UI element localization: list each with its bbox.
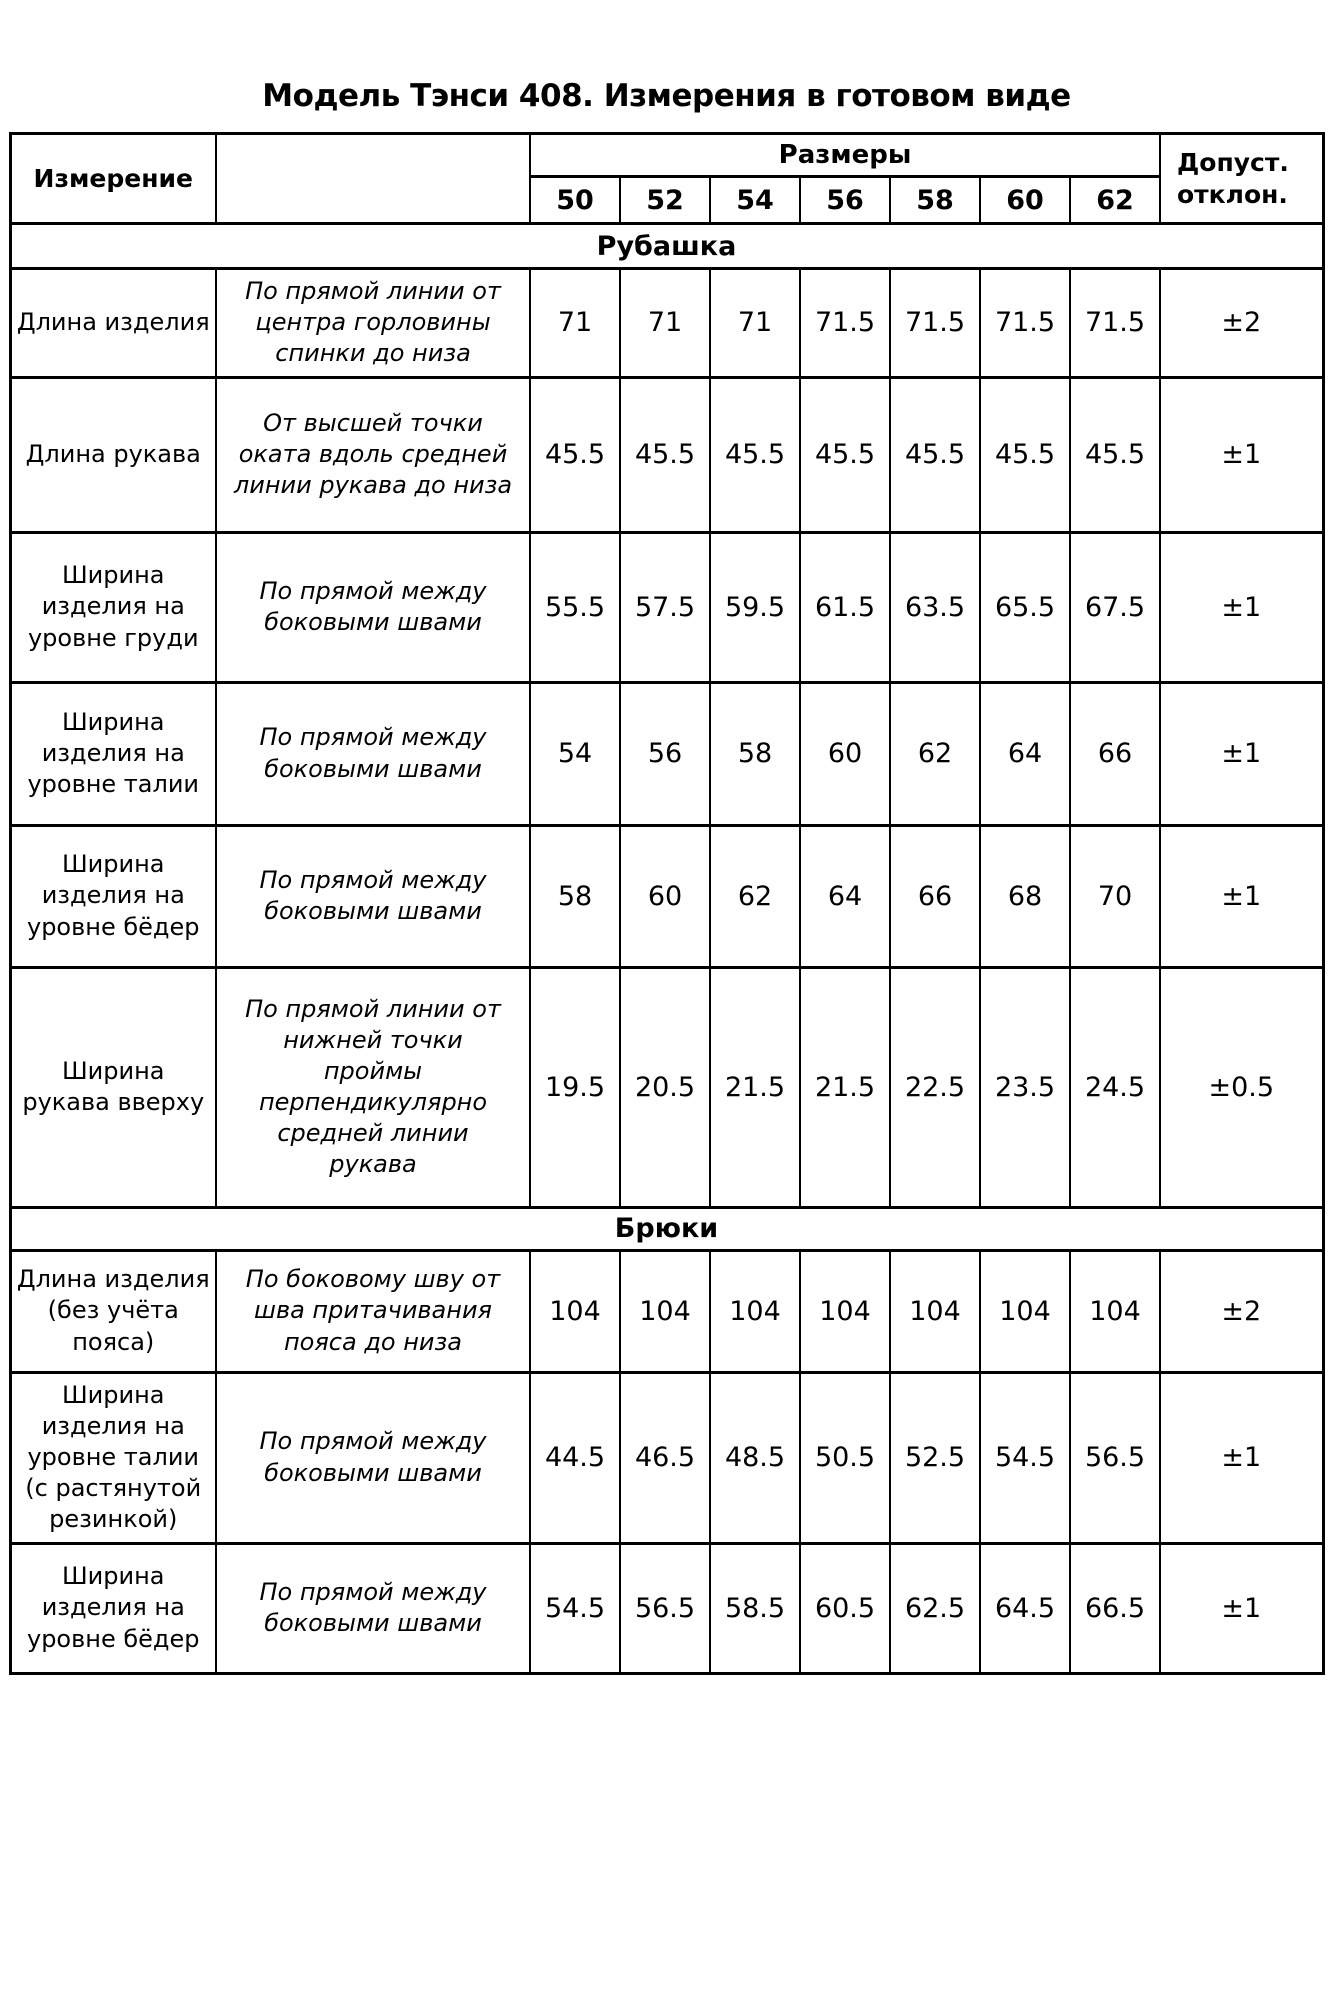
- size-value: 56: [620, 682, 710, 825]
- size-value: 24.5: [1070, 967, 1160, 1207]
- tolerance-value: ±0.5: [1160, 967, 1323, 1207]
- measurement-name: Длина изделия (без учёта пояса): [10, 1250, 216, 1372]
- size-value: 64: [800, 825, 890, 967]
- size-value: 67.5: [1070, 532, 1160, 682]
- measurement-name: Ширина изделия на уровне бёдер: [10, 1543, 216, 1673]
- size-value: 45.5: [800, 377, 890, 532]
- size-value: 54.5: [980, 1372, 1070, 1543]
- measurement-method: От высшей точки оката вдоль средней линии рукава до низа: [216, 377, 530, 532]
- size-value: 71.5: [980, 269, 1070, 378]
- size-column-header: 60: [980, 177, 1070, 224]
- size-value: 61.5: [800, 532, 890, 682]
- size-value: 104: [530, 1250, 620, 1372]
- sizes-group-header: Размеры: [530, 134, 1160, 177]
- size-value: 56.5: [620, 1543, 710, 1673]
- size-value: 104: [1070, 1250, 1160, 1372]
- size-value: 71.5: [800, 269, 890, 378]
- size-value: 64: [980, 682, 1070, 825]
- size-value: 23.5: [980, 967, 1070, 1207]
- size-value: 58.5: [710, 1543, 800, 1673]
- table-body: [10, 224, 1323, 1674]
- size-value: 104: [980, 1250, 1070, 1372]
- page-title: Модель Тэнси 408. Измерения в готовом виде: [262, 78, 1071, 114]
- size-value: 63.5: [890, 532, 980, 682]
- measurement-name: Ширина изделия на уровне талии (с растянутой резинкой): [10, 1372, 216, 1543]
- measurement-name: Ширина изделия на уровне бёдер: [10, 825, 216, 967]
- size-column-header: 52: [620, 177, 710, 224]
- table-row: [10, 377, 1323, 532]
- size-value: 70: [1070, 825, 1160, 967]
- size-value: 19.5: [530, 967, 620, 1207]
- size-value: 68: [980, 825, 1070, 967]
- size-value: 66: [890, 825, 980, 967]
- measurement-method: По прямой между боковыми швами: [216, 1543, 530, 1673]
- table-row: [10, 967, 1323, 1207]
- size-value: 46.5: [620, 1372, 710, 1543]
- size-value: 20.5: [620, 967, 710, 1207]
- tolerance-value: ±2: [1160, 269, 1323, 378]
- size-value: 45.5: [980, 377, 1070, 532]
- size-value: 48.5: [710, 1372, 800, 1543]
- size-value: 104: [890, 1250, 980, 1372]
- size-value: 60: [800, 682, 890, 825]
- size-value: 104: [620, 1250, 710, 1372]
- size-value: 62.5: [890, 1543, 980, 1673]
- measurement-method: По прямой между боковыми швами: [216, 1372, 530, 1543]
- table-row: [10, 1250, 1323, 1372]
- size-value: 66: [1070, 682, 1160, 825]
- size-value: 21.5: [710, 967, 800, 1207]
- tolerance-value: ±1: [1160, 1372, 1323, 1543]
- measurement-name: Ширина изделия на уровне груди: [10, 532, 216, 682]
- size-value: 62: [710, 825, 800, 967]
- tolerance-value: ±1: [1160, 825, 1323, 967]
- tolerance-value: ±1: [1160, 532, 1323, 682]
- section-header: Рубашка: [10, 224, 1323, 269]
- tolerance-value: ±1: [1160, 682, 1323, 825]
- size-value: 22.5: [890, 967, 980, 1207]
- table-header: [10, 134, 1323, 224]
- size-value: 50.5: [800, 1372, 890, 1543]
- size-value: 66.5: [1070, 1543, 1160, 1673]
- tolerance-value: ±2: [1160, 1250, 1323, 1372]
- size-value: 60: [620, 825, 710, 967]
- size-value: 71: [620, 269, 710, 378]
- size-value: 58: [530, 825, 620, 967]
- size-value: 71.5: [1070, 269, 1160, 378]
- size-value: 71: [530, 269, 620, 378]
- size-column-header: 54: [710, 177, 800, 224]
- size-value: 58: [710, 682, 800, 825]
- size-value: 45.5: [1070, 377, 1160, 532]
- size-value: 64.5: [980, 1543, 1070, 1673]
- measurement-method: По прямой между боковыми швами: [216, 532, 530, 682]
- table-row: [10, 532, 1323, 682]
- size-value: 54.5: [530, 1543, 620, 1673]
- size-value: 55.5: [530, 532, 620, 682]
- header-row-groups: [10, 134, 1323, 177]
- size-column-header: 58: [890, 177, 980, 224]
- size-column-header: 56: [800, 177, 890, 224]
- measurement-method: По боковому шву от шва притачивания пояса до низа: [216, 1250, 530, 1372]
- size-value: 104: [710, 1250, 800, 1372]
- size-value: 45.5: [890, 377, 980, 532]
- size-value: 104: [800, 1250, 890, 1372]
- measurement-column-header: Измерение: [10, 134, 216, 224]
- measurement-name: Длина рукава: [10, 377, 216, 532]
- measurement-method: По прямой между боковыми швами: [216, 825, 530, 967]
- size-value: 45.5: [620, 377, 710, 532]
- table-row: [10, 682, 1323, 825]
- size-value: 59.5: [710, 532, 800, 682]
- measurement-name: Длина изделия: [10, 269, 216, 378]
- measurement-method: По прямой между боковыми швами: [216, 682, 530, 825]
- section-row: [10, 224, 1323, 269]
- tolerance-value: ±1: [1160, 377, 1323, 532]
- size-value: 65.5: [980, 532, 1070, 682]
- tolerance-value: ±1: [1160, 1543, 1323, 1673]
- table-row: [10, 269, 1323, 378]
- section-row: [10, 1207, 1323, 1250]
- size-value: 52.5: [890, 1372, 980, 1543]
- measurements-table: [9, 132, 1325, 1675]
- size-value: 57.5: [620, 532, 710, 682]
- table-row: [10, 825, 1323, 967]
- measurement-method: По прямой линии от центра горловины спинки до низа: [216, 269, 530, 378]
- method-column-header: [216, 134, 530, 224]
- size-value: 45.5: [530, 377, 620, 532]
- tolerance-column-header: Допуст. отклон.: [1160, 134, 1323, 224]
- size-value: 54: [530, 682, 620, 825]
- measurement-name: Ширина изделия на уровне талии: [10, 682, 216, 825]
- size-column-header: 50: [530, 177, 620, 224]
- size-value: 62: [890, 682, 980, 825]
- size-value: 60.5: [800, 1543, 890, 1673]
- size-value: 45.5: [710, 377, 800, 532]
- measurement-name: Ширина рукава вверху: [10, 967, 216, 1207]
- table-row: [10, 1372, 1323, 1543]
- section-header: Брюки: [10, 1207, 1323, 1250]
- size-value: 71: [710, 269, 800, 378]
- table-row: [10, 1543, 1323, 1673]
- size-value: 21.5: [800, 967, 890, 1207]
- size-value: 44.5: [530, 1372, 620, 1543]
- size-value: 56.5: [1070, 1372, 1160, 1543]
- size-value: 71.5: [890, 269, 980, 378]
- size-column-header: 62: [1070, 177, 1160, 224]
- measurement-method: По прямой линии от нижней точки проймы перпендикулярно средней линии рукава: [216, 967, 530, 1207]
